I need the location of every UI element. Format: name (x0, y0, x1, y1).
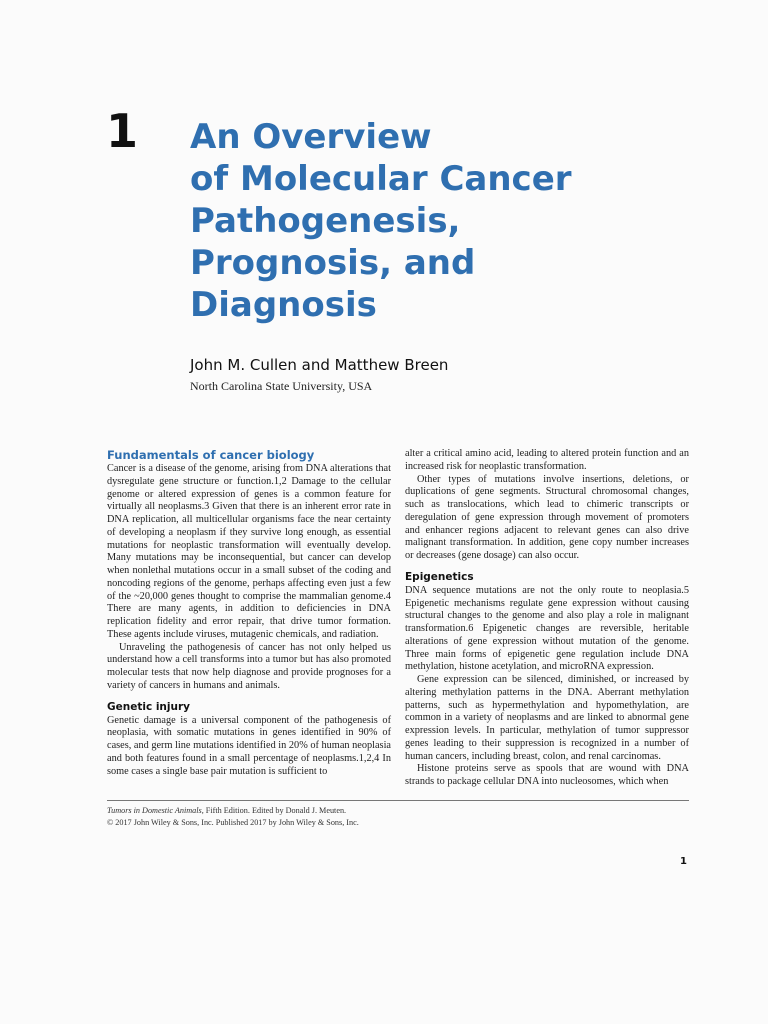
chapter-title-line: Prognosis, and (190, 243, 476, 283)
right-column (405, 448, 689, 789)
book-title: Tumors in Domestic Animals (107, 806, 202, 815)
chapter-title (190, 116, 660, 326)
paragraph: alter a critical amino acid, leading to altered protein function and an increased risk for neoplastic transformation. (405, 448, 689, 472)
page-number: 1 (680, 856, 687, 867)
section-heading-genetic-injury: Genetic injury (107, 700, 191, 713)
chapter-title-line: An Overview (190, 117, 432, 157)
footer-copyright: © 2017 John Wiley & Sons, Inc. Published 2017 by John Wiley & Sons, Inc. (107, 818, 359, 827)
left-column (107, 448, 391, 778)
footer-divider (107, 800, 689, 801)
chapter-number: 1 (106, 104, 139, 158)
affiliation: North Carolina State University, USA (190, 379, 373, 393)
authors: John M. Cullen and Matthew Breen (190, 356, 449, 374)
paragraph: Histone proteins serve as spools that are wound with DNA strands to package cellular DNA into nucleosomes, which when (405, 763, 689, 787)
paragraph: Genetic damage is a universal component of the pathogenesis of neoplasia, with somatic mutations in genes identified in 90% of cases, and germ line mutations identified in 20% of human neoplasia and both features found in a small percentage of neoplasms.1,2,4 In some cases a single base pair mutation is sufficient to (107, 714, 391, 777)
edition-info: , Fifth Edition. Edited by Donald J. Meuten. (201, 806, 347, 815)
chapter-title-line: Diagnosis (190, 285, 377, 325)
footer-citation (107, 806, 346, 815)
paragraph: Other types of mutations involve insertions, deletions, or duplications of gene segments. Structural chromosomal changes, such as translocations, which lead to chimeric transcripts or deregulation of gene expression through movement of promoters and enhancer regions adjacent to relevant genes can also drive malignant transformation. In addition, gene copy number increases or decreases (gene dosage) can also occur. (405, 473, 689, 561)
paragraph: Gene expression can be silenced, diminished, or increased by altering methylation patterns in the DNA. Aberrant methylation patterns, such as hypermethylation and hypomethylation, are common in a variety of neoplasms and are linked to abnormal gene expression levels. In particular, methylation of tumor suppressor genes leading to their suppression is recognized in a number of human cancers, including breast, colon, and renal carcinomas. (405, 674, 689, 762)
paragraph: DNA sequence mutations are not the only route to neoplasia.5 Epigenetic mechanisms regulate gene expression without causing structural changes to the genome and also play a role in malignant transformation.6 Epigenetic changes are reversible, heritable alterations of gene expression without mutation of the genome. Three main forms of epigenetic gene regulation include DNA methylation, histone acetylation, and microRNA expression. (405, 584, 689, 673)
paragraph: Cancer is a disease of the genome, arising from DNA alterations that dysregulate gene structure or function.1,2 Damage to the cellular genome or altered expression of genes is a common feature for virtually all neoplasms.3 Given that there is an inherent error rate in DNA replication, all multicellular organisms face the near certainty of developing a neoplasm if they survive long enough, as essential mutations for neoplastic transformation will eventually develop. Many mutations may be inconsequential, but cancer can develop when nonlethal mutations occur in a small subset of the coding and noncoding regions of the genome, perhaps affecting even just a few of the ~20,000 genes thought to comprise the mammalian genome.4 There are many agents, in addition to deficiencies in DNA replication fidelity and error repair, that drive tumor formation. These agents include viruses, mutagenic chemicals, and radiation. (107, 463, 391, 640)
section-heading-fundamentals: Fundamentals of cancer biology (107, 448, 315, 462)
paragraph: Unraveling the pathogenesis of cancer has not only helped us understand how a cell transforms into a tumor but has also promoted molecular tests that now help diagnose and provide prognoses for a variety of cancers in humans and animals. (107, 641, 391, 691)
section-heading-epigenetics: Epigenetics (405, 570, 474, 583)
chapter-title-line: Pathogenesis, (190, 201, 461, 241)
chapter-title-line: of Molecular Cancer (190, 159, 572, 199)
